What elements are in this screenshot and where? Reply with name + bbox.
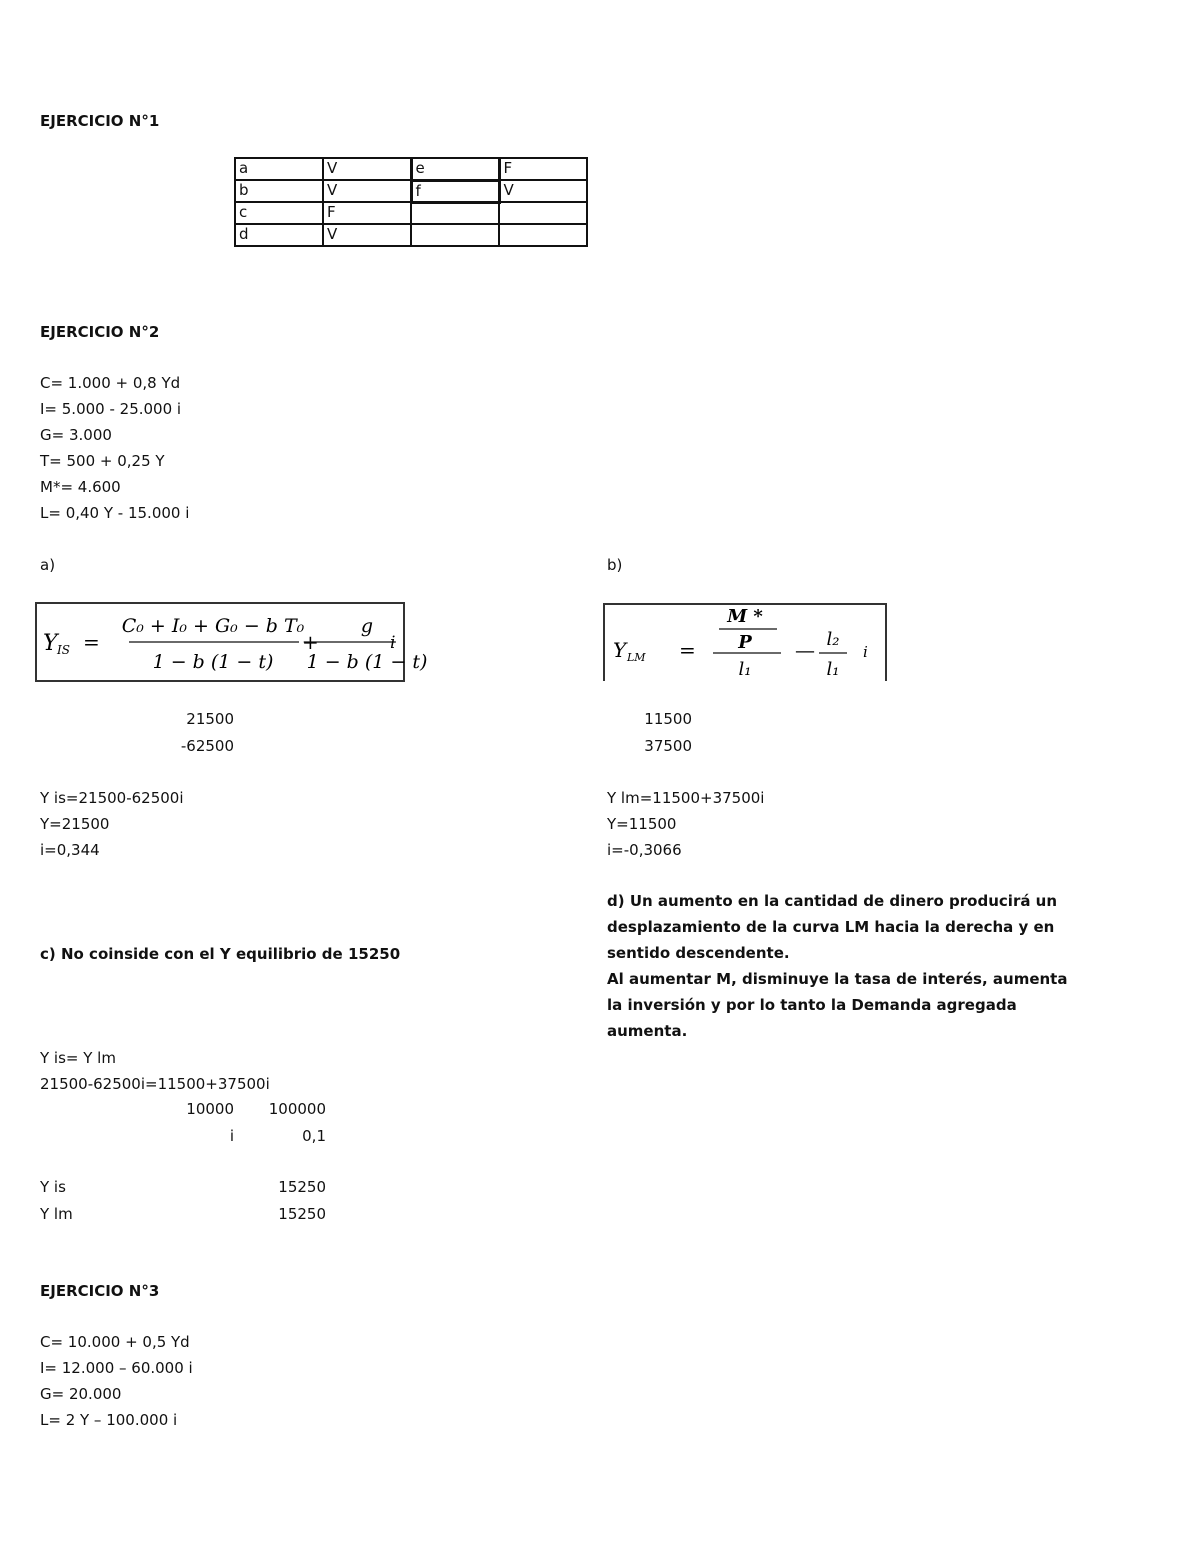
lm-l2: l₂ bbox=[826, 629, 840, 650]
is-formula-box bbox=[35, 602, 428, 682]
equation-liquidity: L= 2 Y – 100.000 i bbox=[40, 1411, 178, 1429]
table-row bbox=[235, 224, 587, 246]
equation-investment: I= 5.000 - 25.000 i bbox=[40, 400, 182, 418]
lm-result-line: Y=11500 bbox=[607, 815, 677, 833]
equation-taxes: T= 500 + 0,25 Y bbox=[40, 452, 165, 470]
table-cell: e bbox=[411, 158, 499, 180]
is-lhs-sub: IS bbox=[57, 643, 70, 657]
table-cell: b bbox=[235, 180, 323, 202]
equation-liquidity: L= 0,40 Y - 15.000 i bbox=[40, 504, 190, 522]
y-is-value: 15250 bbox=[278, 1178, 326, 1196]
lm-l1: l₁ bbox=[738, 659, 752, 680]
table-cell: V bbox=[323, 158, 411, 180]
lm-l1-den: l₁ bbox=[826, 659, 840, 680]
table-cell: F bbox=[323, 202, 411, 224]
equation-consumption: C= 1.000 + 0,8 Yd bbox=[40, 374, 181, 392]
table-cell: V bbox=[323, 224, 411, 246]
table-cell: V bbox=[499, 180, 587, 202]
is-result-line: i=0,344 bbox=[40, 841, 100, 859]
lm-intercept-value: 11500 bbox=[644, 710, 692, 728]
equation-money-supply: M*= 4.600 bbox=[40, 478, 121, 496]
equals-sign: = bbox=[83, 630, 100, 654]
part-c-text: c) No coinside con el Y equilibrio de 15250 bbox=[40, 945, 401, 963]
equilibrium-equation: 21500-62500i=11500+37500i bbox=[40, 1075, 270, 1093]
lm-result-line: Y lm=11500+37500i bbox=[607, 789, 765, 807]
y-lm-label: Y lm bbox=[40, 1205, 73, 1223]
y-is-label: Y is bbox=[40, 1178, 66, 1196]
equation-government: G= 3.000 bbox=[40, 426, 112, 444]
table-cell bbox=[411, 202, 499, 224]
equilibrium-condition: Y is= Y lm bbox=[40, 1049, 116, 1067]
lm-slope-value: 37500 bbox=[644, 737, 692, 755]
lm-price: P bbox=[738, 632, 752, 653]
is-denominator-2: 1 − b (1 − t) bbox=[306, 651, 428, 673]
lm-lhs-sub: LM bbox=[627, 651, 646, 664]
exercise-3-title: EJERCICIO N°3 bbox=[40, 1282, 160, 1300]
is-result-line: Y=21500 bbox=[40, 815, 110, 833]
table-cell: d bbox=[235, 224, 323, 246]
exercise-2-title: EJERCICIO N°2 bbox=[40, 323, 160, 341]
table-cell: F bbox=[499, 158, 587, 180]
is-numerator-2: g bbox=[360, 615, 374, 637]
table-cell: f bbox=[411, 180, 499, 202]
is-numerator-1: C₀ + I₀ + G₀ − b T₀ bbox=[121, 615, 305, 637]
is-intercept-value: 21500 bbox=[186, 710, 234, 728]
is-denominator-1: 1 − b (1 − t) bbox=[152, 651, 274, 673]
solve-result: 0,1 bbox=[302, 1127, 326, 1145]
is-slope-value: -62500 bbox=[180, 737, 234, 755]
part-b-label: b) bbox=[607, 556, 623, 574]
solve-value: 10000 bbox=[186, 1100, 234, 1118]
lm-variable: i bbox=[863, 643, 868, 661]
solve-value: 100000 bbox=[268, 1100, 326, 1118]
table-cell bbox=[499, 202, 587, 224]
equation-government: G= 20.000 bbox=[40, 1385, 122, 1403]
part-d-text bbox=[607, 888, 1087, 1044]
solve-variable: i bbox=[229, 1127, 234, 1145]
lm-result-line: i=-0,3066 bbox=[607, 841, 682, 859]
table-row bbox=[235, 158, 587, 180]
table-cell: V bbox=[323, 180, 411, 202]
lm-formula-box bbox=[603, 603, 887, 681]
lm-lhs: Y bbox=[613, 638, 627, 662]
part-d-paragraph-2: Al aumentar M, disminuye la tasa de interés, aumenta la inversión y por lo tanto la Demanda agregada aumenta. bbox=[607, 970, 1068, 1040]
plus-sign: + bbox=[302, 630, 319, 654]
true-false-table bbox=[234, 157, 588, 247]
table-cell: a bbox=[235, 158, 323, 180]
equals-sign: = bbox=[679, 638, 696, 662]
is-variable: i bbox=[390, 633, 396, 653]
table-cell: c bbox=[235, 202, 323, 224]
minus-sign: — bbox=[795, 638, 815, 662]
equation-consumption: C= 10.000 + 0,5 Yd bbox=[40, 1333, 190, 1351]
part-a-label: a) bbox=[40, 556, 56, 574]
lm-formula bbox=[605, 605, 885, 681]
equation-investment: I= 12.000 – 60.000 i bbox=[40, 1359, 193, 1377]
exercise-1-title: EJERCICIO N°1 bbox=[40, 112, 160, 130]
table-cell bbox=[499, 224, 587, 246]
table-cell bbox=[411, 224, 499, 246]
lm-money: M * bbox=[727, 606, 763, 627]
is-lhs: Y bbox=[43, 631, 58, 656]
is-result-line: Y is=21500-62500i bbox=[40, 789, 184, 807]
table-row bbox=[235, 180, 587, 202]
is-formula bbox=[37, 604, 428, 680]
table-row bbox=[235, 202, 587, 224]
part-d-paragraph-1: d) Un aumento en la cantidad de dinero producirá un desplazamiento de la curva LM hacia la derecha y en sentido descendente. bbox=[607, 892, 1058, 962]
y-lm-value: 15250 bbox=[278, 1205, 326, 1223]
